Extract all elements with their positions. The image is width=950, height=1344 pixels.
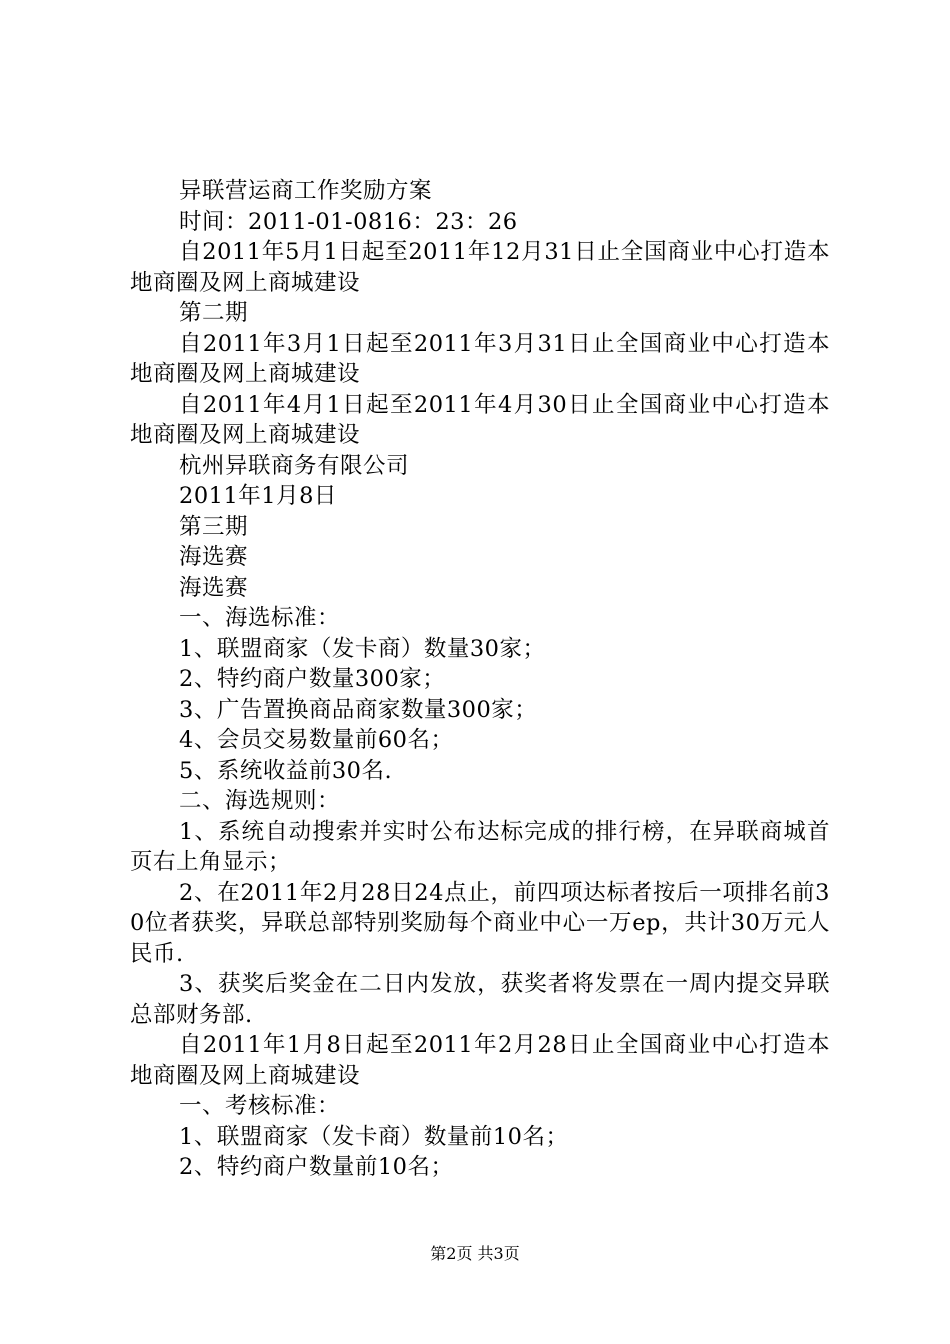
list-item: 1、系统自动搜索并实时公布达标完成的排行榜，在异联商城首页右上角显示； [130, 818, 830, 875]
page-number-footer: 第2页 共3页 [430, 1244, 520, 1263]
subsection-heading: 一、考核标准： [179, 1093, 341, 1119]
paragraph: 自2011年3月1日起至2011年3月31日止全国商业中心打造本地商圈及网上商城建设 [130, 330, 830, 387]
document-title: 异联营运商工作奖励方案 [179, 178, 433, 204]
subsection-heading: 二、海选规则： [179, 788, 341, 814]
timestamp-line: 时间：2011-01-0816：23：26 [179, 208, 518, 235]
paragraph: 自2011年4月1日起至2011年4月30日止全国商业中心打造本地商圈及网上商城建设 [130, 391, 830, 448]
list-item: 4、会员交易数量前60名； [179, 727, 454, 753]
section-heading: 海选赛 [179, 544, 249, 570]
paragraph: 自2011年1月8日起至2011年2月28日止全国商业中心打造本地商圈及网上商城建设 [130, 1032, 830, 1089]
section-heading: 第二期 [179, 300, 249, 326]
list-item: 2、特约商户数量前10名； [179, 1154, 454, 1180]
list-item: 1、联盟商家（发卡商）数量30家； [179, 635, 546, 662]
list-item: 5、系统收益前30名. [179, 757, 393, 784]
section-heading: 海选赛 [179, 574, 249, 601]
section-heading: 第三期 [179, 513, 249, 540]
date-line: 2011年1月8日 [179, 483, 337, 509]
list-item: 3、广告置换商品商家数量300家； [179, 696, 538, 723]
list-item: 3、获奖后奖金在二日内发放，获奖者将发票在一周内提交异联总部财务部. [130, 971, 830, 1028]
list-item: 1、联盟商家（发卡商）数量前10名； [179, 1123, 569, 1150]
document-body [130, 176, 830, 1183]
company-name: 杭州异联商务有限公司 [179, 452, 410, 479]
list-item: 2、特约商户数量300家； [179, 666, 446, 692]
paragraph: 自2011年5月1日起至2011年12月31日止全国商业中心打造本地商圈及网上商城建设 [130, 239, 830, 296]
subsection-heading: 一、海选标准： [179, 605, 341, 631]
list-item: 2、在2011年2月28日24点止，前四项达标者按后一项排名前30位者获奖，异联总部特别奖励每个商业中心一万ep，共计30万元人民币. [130, 879, 830, 967]
